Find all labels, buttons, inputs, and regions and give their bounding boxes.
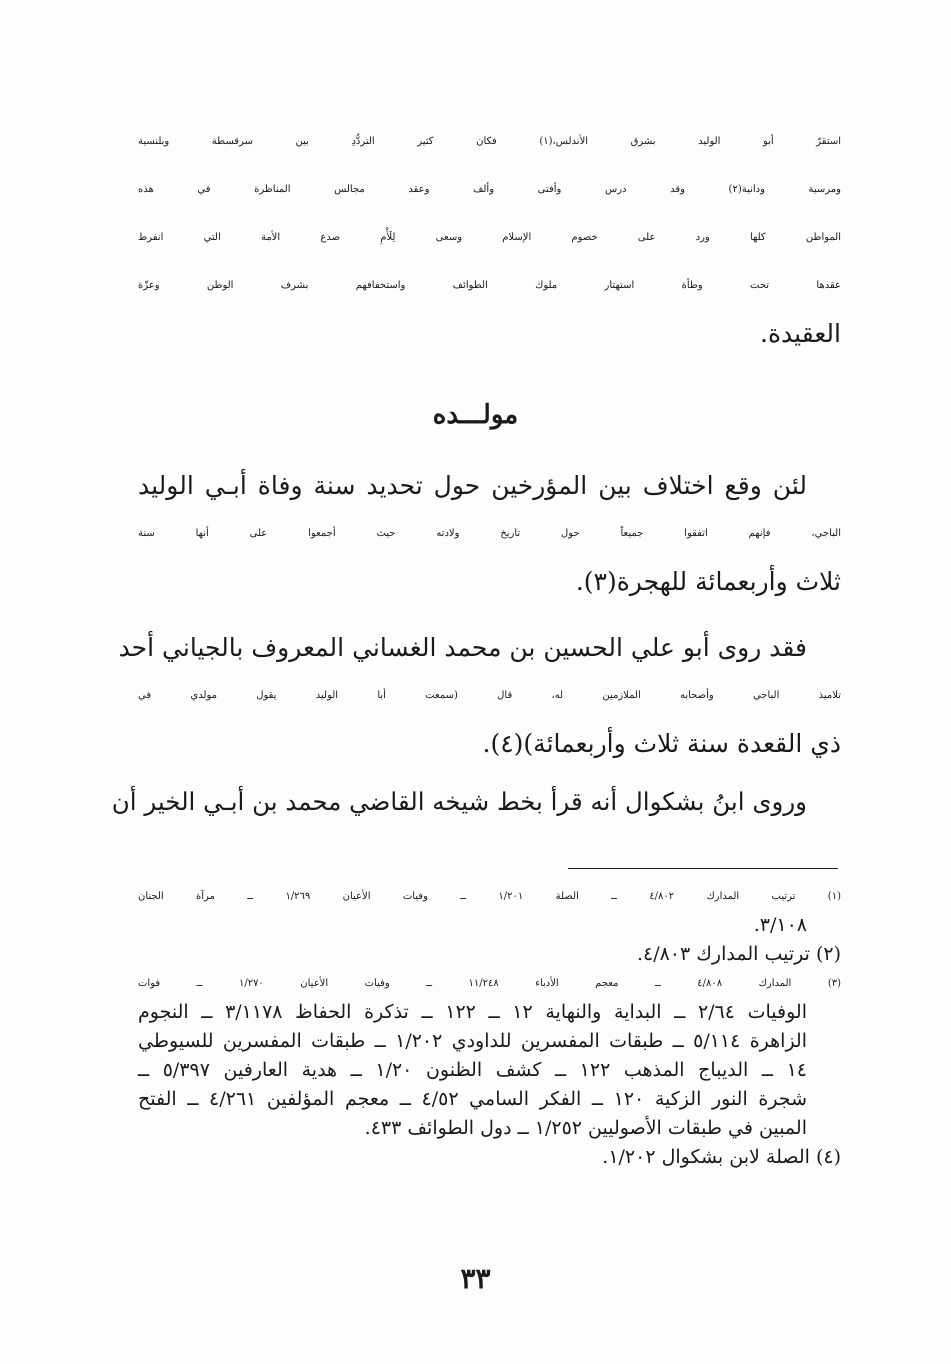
paragraph-line: استقرّ أبو الوليد بشرق الأندلس،(١) فكان كثير التردُّدِ بين سرقسطة وبلنسية — [138, 136, 841, 147]
footnote-line: (٣) المدارك ٤/٨٠٨ ــ معجم الأدباء ١١/٢٤٨ ــ وفيات الأعيان ١/٢٧٠ ــ فوات — [138, 978, 841, 989]
paragraph-line: ومرسية ودانية(٢) وقد درس وأفتى وألف وعقد مجالس المناظرة في هذه — [138, 184, 841, 195]
paragraph-line: فقد روى أبو علي الحسين بن محمد الغساني المعروف بالجياني أحد — [118, 633, 807, 662]
paragraph-line: الباجي، فإنهم اتفقوا جميعاً حول تاريخ ولادته حيث أجمعوا على أنها سنة — [138, 528, 841, 539]
footnote-1 — [138, 882, 841, 940]
footnote-line: (١) ترتيب المدارك ٤/٨٠٢ ــ الصلة ١/٢٠١ ــ وفيات الأعيان ١/٢٦٩ ــ مرآة الجنان — [138, 891, 841, 902]
footnote-4 — [138, 1143, 841, 1172]
footnote-line: (٤) الصلة لابن بشكوال ١/٢٠٢. — [602, 1146, 841, 1168]
footnote-line: الوفيات ٢/٦٤ ــ البداية والنهاية ١٢ ــ ١٢٢ ــ تذكرة الحفاظ ٣/١١٧٨ ــ النجوم — [138, 1001, 807, 1023]
footnote-2 — [138, 940, 841, 969]
paragraph-2 — [138, 462, 841, 606]
paragraph-line: تلاميذ الباجي وأصحابه الملازمين له، قال (سمعت أبا الوليد يقول مولدي في — [138, 690, 841, 701]
paragraph-3 — [118, 624, 841, 768]
footnote-3 — [138, 969, 841, 1143]
footnote-line: (٢) ترتيب المدارك ٤/٨٠٣. — [636, 943, 841, 965]
footnote-line: شجرة النور الزكية ١٢٠ ــ الفكر السامي ٤/٥٢ ــ معجم المؤلفين ٤/٢٦١ ــ الفتح — [138, 1088, 807, 1110]
footnote-separator — [568, 868, 838, 869]
footnote-line: ١٤ ــ الديباج المذهب ١٢٢ ــ كشف الظنون ١/٢٠ ــ هدية العارفين ٥/٣٩٧ ــ — [138, 1059, 807, 1081]
footnotes — [138, 882, 841, 1172]
page-number: ٣٣ — [460, 1262, 491, 1295]
paragraph-line: المواطن كلها ورد على خصوم الإسلام وسعى لِلَأْمِ صدع الأمة التي انفرط — [138, 232, 841, 243]
paragraph-line: وروى ابنُ بشكوال أنه قرأ بخط شيخه القاضي محمد بن أبـي الخير أن — [111, 787, 807, 816]
footnote-line: ٣/١٠٨. — [753, 914, 807, 936]
paragraph-line: عقدها تحت وطأة استهتار ملوك الطوائف واستخفافهم بشرف الوطن وعزّة — [138, 280, 841, 291]
paragraph-line: ثلاث وأربعمائة للهجرة(٣). — [575, 567, 841, 596]
paragraph-line: ذي القعدة سنة ثلاث وأربعمائة)(٤). — [482, 729, 841, 758]
paragraph-line: العقيدة. — [760, 319, 841, 348]
footnote-line: الزاهرة ٥/١١٤ ــ طبقات المفسرين للداودي ١/٢٠٢ ــ طبقات المفسرين للسيوطي — [138, 1030, 807, 1052]
paragraph-line: لئن وقع اختلاف بين المؤرخين حول تحديد سنة وفاة أبـي الوليد — [138, 471, 807, 500]
paragraph-4 — [111, 778, 841, 826]
footnote-line: المبين في طبقات الأصوليين ١/٢٥٢ ــ دول الطوائف ٤٣٣. — [364, 1117, 807, 1139]
paragraph-1 — [138, 118, 841, 358]
section-heading: مولـــده — [432, 400, 519, 430]
